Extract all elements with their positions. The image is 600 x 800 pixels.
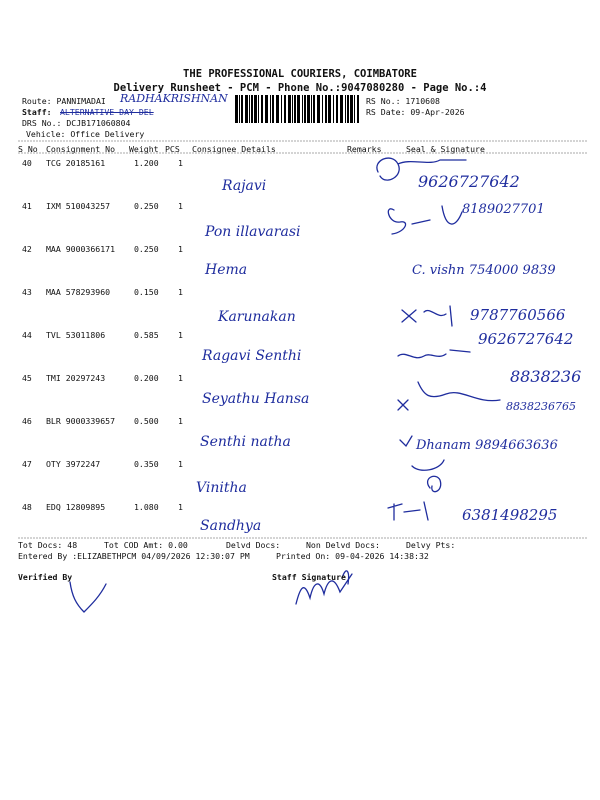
row-weight: 0.200 [134,373,159,383]
row-pcs: 1 [178,459,183,469]
staff-label: Staff: [22,107,52,117]
row-signature: 8189027701 [462,202,545,217]
printed-on: Printed On: 09-04-2026 14:38:32 [276,551,429,561]
staff-value: ALTERNATIVE DAY DEL [60,107,154,117]
col-seal-signature: Seal & Signature [406,144,485,154]
vehicle: Vehicle: Office Delivery [26,129,145,139]
row-consignment: BLR 9000339657 [46,416,116,426]
tot-docs: Tot Docs: 48 [18,540,78,550]
row-consignee: Seyathu Hansa [202,391,310,407]
row-consignee: Karunakan [218,309,296,325]
row-weight: 0.500 [134,416,159,426]
company-title: THE PROFESSIONAL COURIERS, COIMBATORE [183,68,417,80]
row-consignment: MAA 9000366171 [46,244,116,254]
rs-number: RS No.: 1710608 [366,96,440,106]
row-consignment: TMI 20297243 [46,373,106,383]
runsheet-subtitle: Delivery Runsheet - PCM - Phone No.:9047080280 - Page No.:4 [113,82,487,94]
row-pcs: 1 [178,330,183,340]
row-sno: 43 [22,287,32,297]
row-consignee: Pon illavarasi [205,224,301,240]
row-consignee: Hema [205,262,248,278]
route-label: Route: PANNIMADAI [22,96,106,106]
verified-by: Verified By [18,572,73,582]
col-consignee: Consignee Details [192,144,276,154]
row-consignment: IXM 510043257 [46,201,111,211]
row-sno: 46 [22,416,32,426]
row-weight: 0.350 [134,459,159,469]
row-signature: 8838236 [510,367,582,386]
delvd-docs: Delvd Docs: [226,540,281,550]
non-delvd-docs: Non Delvd Docs: [306,540,380,550]
row-sno: 41 [22,201,32,211]
row-weight: 0.150 [134,287,159,297]
row-signature: 8838236765 [506,400,576,413]
row-signature: 9626727642 [418,172,520,191]
row-sno: 45 [22,373,32,383]
row-weight: 1.200 [134,158,159,168]
row-sno: 44 [22,330,32,340]
route-handwritten: RADHAKRISHNAN [120,92,228,105]
entered-by: Entered By :ELIZABETHPCM 04/09/2026 12:30:07 PM [18,551,250,561]
row-sno: 48 [22,502,32,512]
row-consignment: TCG 20185161 [46,158,106,168]
row-consignment: OTY 3972247 [46,459,101,469]
row-weight: 0.585 [134,330,159,340]
col-pcs: PCS [165,144,180,154]
row-pcs: 1 [178,244,183,254]
row-sno: 40 [22,158,32,168]
row-signature: 9626727642 [478,330,574,348]
row-consignment: EDQ 12809895 [46,502,106,512]
drs-number: DRS No.: DCJB171060804 [22,118,131,128]
row-weight: 0.250 [134,201,159,211]
row-consignee: Senthi natha [200,434,291,450]
row-pcs: 1 [178,416,183,426]
col-weight: Weight [129,144,159,154]
row-weight: 0.250 [134,244,159,254]
row-weight: 1.080 [134,502,159,512]
row-pcs: 1 [178,287,183,297]
staff-signature: Staff Signature [272,572,346,582]
rs-date: RS Date: 09-Apr-2026 [366,107,465,117]
tot-cod-amt: Tot COD Amt: 0.00 [104,540,188,550]
delvy-pts: Delvy Pts: [406,540,456,550]
col-consignment: Consignment No [46,144,116,154]
row-pcs: 1 [178,201,183,211]
col-sno: S No [18,144,38,154]
row-pcs: 1 [178,373,183,383]
row-consignee: Ragavi Senthi [202,348,302,364]
row-consignment: TVL 53011806 [46,330,106,340]
row-signature: 9787760566 [470,306,566,324]
row-signature: 6381498295 [462,506,558,524]
row-sno: 47 [22,459,32,469]
row-signature: Dhanam 9894663636 [416,438,558,453]
row-consignee: Rajavi [222,178,267,194]
row-pcs: 1 [178,158,183,168]
row-signature: C. vishn 754000 9839 [412,263,556,278]
row-pcs: 1 [178,502,183,512]
col-remarks: Remarks [347,144,382,154]
row-consignee: Sandhya [200,518,262,534]
row-consignment: MAA 578293960 [46,287,111,297]
row-sno: 42 [22,244,32,254]
row-consignee: Vinitha [196,480,247,496]
